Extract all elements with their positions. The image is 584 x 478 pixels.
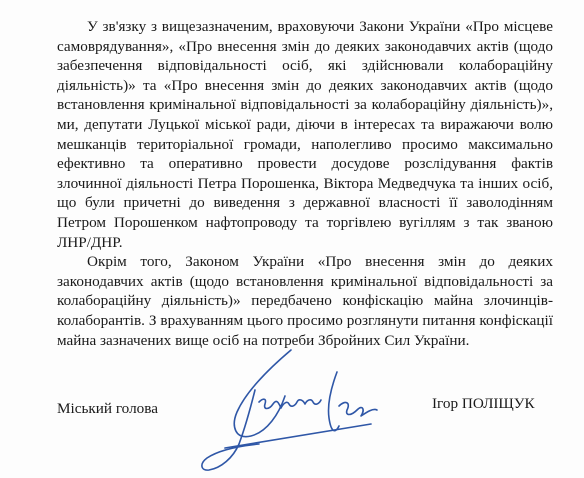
paragraph-1: У зв'язку з вищезазначеним, враховуючи Закони України «Про місцеве самоврядування», «Про внесення змін до деяких законодавчих актів (щодо забезпечення відповідальності осіб, які здійснювали колабораційну діяльність)» та «Про внесення змін до деяких законодавчих актів (щодо встановлення кримінальної відповідальності за колабораційну діяльність)», ми, депутати Луцької міської ради, діючи в інтересах та виражаючи волю мешканців територіальної громади, наполегливо просимо максимально ефективно та оперативно провести досудове розслідування фактів злочинної діяльності Петра Порошенка, Віктора Медведчука та інших осіб, що були причетні до виведення з державної власності її заволодінням Петром Порошенком нафтопроводу та торгівлею вугіллям з так званою ЛНР/ДНР.: [57, 18, 553, 251]
letter-body: [57, 17, 553, 350]
signatory-name: Ігор ПОЛІЩУК: [432, 395, 535, 412]
signatory-position: Міський голова: [57, 400, 158, 417]
paragraph-2: Окрім того, Законом України «Про внесення змін до деяких законодавчих актів (щодо встановлення кримінальної відповідальності за колабораційну діяльність)» передбачено конфіскацію майна злочинців-колаборантів. З врахуванням цього просимо розглянути питання конфіскації майна зазначених вище осіб на потреби Збройних Сил України.: [57, 253, 553, 349]
handwritten-signature: [195, 332, 395, 477]
